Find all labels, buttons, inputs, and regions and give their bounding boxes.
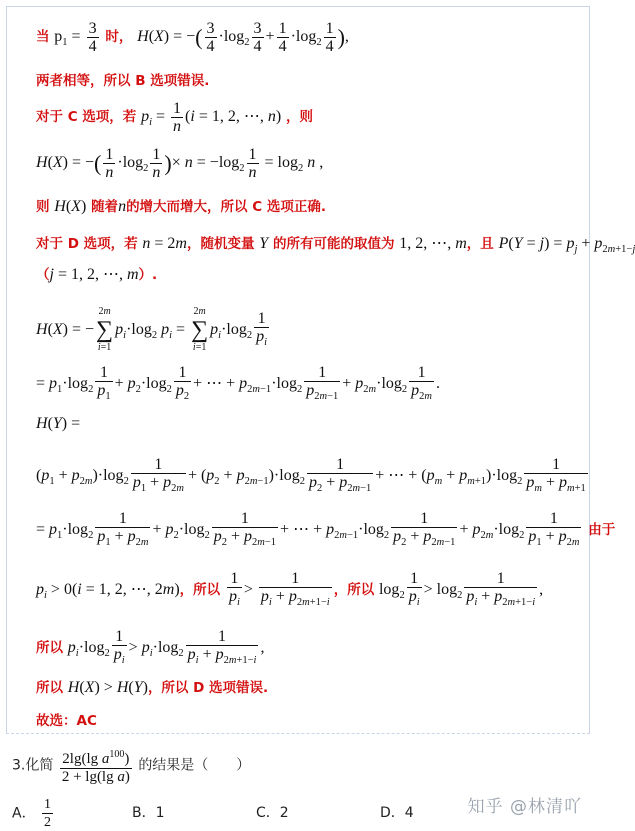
label-option-d-mid: ，随机变量: [186, 236, 255, 252]
formula-hx-gt-hy: H(X) > H(Y): [67, 679, 148, 696]
line-hy-rewritten: [36, 510, 615, 551]
stem-prefix: 化简: [25, 757, 54, 774]
formula-hy-rewritten: = $p_1\cdot\log_2$ $\frac{1}{p_1 + p_{2m}}$ + $p_2\cdot\log_2$ $\frac{1}{p_2 + p_{2m-1}}$ + ⋯ + $p_{2m-1}\cdot\log_2$ $\frac{1}{p_2 + p_{2m-1}}$ + $p_{2m}\cdot\log_2$ $\frac{1}{p_1 + p_{2m}}$: [36, 510, 580, 548]
label-so-4: 所以: [36, 680, 63, 696]
label-hx-grows-a: 则: [36, 199, 50, 215]
label-so-3: 所以: [36, 640, 63, 657]
conclusion-d: ，所以 D 选项错误.: [147, 680, 269, 696]
formula-hy-expanded: $(p_1 + p_{2m})\cdot\log_2$ $\frac{1}{p_1 + p_{2m}}$ + $(p_2 + p_{2m-1})\cdot\log_2$ $\frac{1}{p_2 + p_{2m-1}}$ + ⋯ + $(p_m + p_{m+1})\cdot\log_2$ $\frac{1}{p_m + p_{m+1}}$: [36, 456, 586, 494]
label-so-2: ，所以: [333, 582, 375, 599]
formula-py: $P(Y = j) = p_j + p_{2m+1-j}$: [498, 235, 635, 255]
option-d-value: 4: [404, 805, 414, 821]
formula-n-2m: n = 2m: [142, 235, 187, 252]
line-hx-c: [36, 146, 323, 181]
option-b-label: B．: [132, 805, 156, 821]
formula-hy: H(Y) =: [36, 415, 81, 432]
line-so-inequality: [36, 628, 264, 669]
line-hx-grows: [36, 196, 326, 217]
formula-pi-positive: $p_i > 0(i = 1$, 2, ⋯, 2m): [36, 581, 180, 602]
line-hx-expanded: [36, 364, 440, 405]
stem-suffix: 的结果是（ ）: [138, 757, 251, 774]
label-by: 由于: [588, 522, 616, 539]
formula-hx-sum: H(X) = − 2m ∑ i=1 $p_i\cdot\log_2$ $p_i$ = 2m ∑ i=1 $p_i\cdot\log_2$ $\frac{1}{p_i}$: [36, 306, 268, 353]
formula-inequality-1: $\frac{1}{p_i}$ > $\frac{1}{p_i + p_{2m+1-i}}$: [228, 570, 330, 608]
line-hy-expanded: [36, 456, 590, 497]
option-b-value: 1: [155, 805, 165, 821]
line-hx-gt-hy: [36, 677, 268, 698]
line-hx-sum: [36, 306, 271, 354]
formula-hx-expanded: = $p_1\cdot\log_2$ $\frac{1}{p_1}$ + $p_2\cdot\log_2$ $\frac{1}{p_2}$ + ⋯ + $p_{2m-1}\cdot\log_2$ $\frac{1}{p_{2m-1}}$ + $p_{2m}\cdot\log_2$ $\frac{1}{p_{2m}}$ .: [36, 364, 440, 402]
question-number: 3.: [12, 757, 26, 774]
option-d-label: D．: [380, 805, 405, 821]
label-option-d: 对于 D 选项，若: [36, 236, 138, 252]
label-then: ，则: [285, 109, 313, 126]
option-d[interactable]: [380, 802, 414, 822]
label-and: ，且: [466, 236, 494, 252]
watermark: 知乎 @林清吖: [467, 797, 582, 817]
formula-inequality-3: $p_i\cdot\log_2$ $\frac{1}{p_i}$ > $p_i\cdot\log_2$ $\frac{1}{p_i + p_{2m+1-i}}$ ,: [67, 628, 265, 666]
formula-inequality-2: $\log_2$ $\frac{1}{p_i}$ > $\log_2$ $\frac{1}{p_i + p_{2m+1-i}}$ ,: [378, 570, 544, 608]
paren-open: （: [36, 267, 50, 283]
label-when-suffix: 时，: [105, 29, 133, 46]
line-hy: [36, 413, 80, 434]
option-c-value: 2: [279, 805, 289, 821]
option-c-label: C．: [256, 805, 280, 821]
formula-hx-p1: H(X) = −( $\frac{3}{4}$ $\cdot\log_2$ $\frac{3}{4}$ + $\frac{1}{4}$ $\cdot\log_2$ $\frac{1}{4}$ ),: [137, 20, 349, 55]
label-option-d-mid2: 的所有可能的取值为: [272, 236, 395, 252]
line-answer: [36, 710, 97, 731]
line-j-range: [36, 264, 157, 285]
formula-y-range: 1, 2, ⋯, m: [399, 235, 467, 252]
line-option-d: [36, 233, 635, 260]
var-y: Y: [259, 235, 269, 252]
line-pi-positive: [36, 570, 543, 611]
var-n: n: [118, 198, 127, 215]
option-a-label: A．: [12, 805, 36, 822]
label-hx-grows-b: 随着: [91, 199, 119, 215]
label-so-1: ，所以: [179, 582, 221, 599]
question-stem: [12, 746, 250, 786]
conclusion-c: 的增大而增大，所以 C 选项正确.: [126, 199, 326, 215]
option-b[interactable]: [132, 802, 165, 822]
answer: 故选：AC: [36, 713, 97, 729]
option-c[interactable]: [256, 802, 289, 822]
formula-hx-log-n: H(X) = −( $\frac{1}{n}$ $\cdot\log_2$ $\frac{1}{n}$ )× $n = -\log_2$ $\frac{1}{n}$ = $\log_2 n$ ,: [36, 146, 324, 181]
formula-p1: $p_1$ = $\frac{3}{4}$: [54, 20, 97, 55]
line-p1-case: [36, 20, 349, 55]
line-both-equal: [36, 70, 209, 91]
line-option-c: [36, 100, 313, 135]
option-a-value: $\frac{1}{2}$: [44, 797, 52, 830]
conclusion-b: 两者相等，所以 B 选项错误.: [36, 73, 210, 89]
formula-j-range: j = 1, 2, ⋯, m: [49, 266, 139, 283]
formula-question: $\frac{2\lg(\lg a^{100})}{\text{2 + lg(lg a)}}$: [58, 757, 134, 773]
formula-hx: H(X): [54, 198, 87, 215]
label-option-c: 对于 C 选项，若: [36, 109, 137, 126]
paren-close: ）.: [138, 267, 158, 283]
option-a[interactable]: [12, 796, 55, 831]
label-when: 当: [36, 29, 50, 46]
formula-pi-1n: $p_i$ = $\frac{1}{n}$ (i = 1, 2, ⋯, n): [141, 100, 282, 135]
